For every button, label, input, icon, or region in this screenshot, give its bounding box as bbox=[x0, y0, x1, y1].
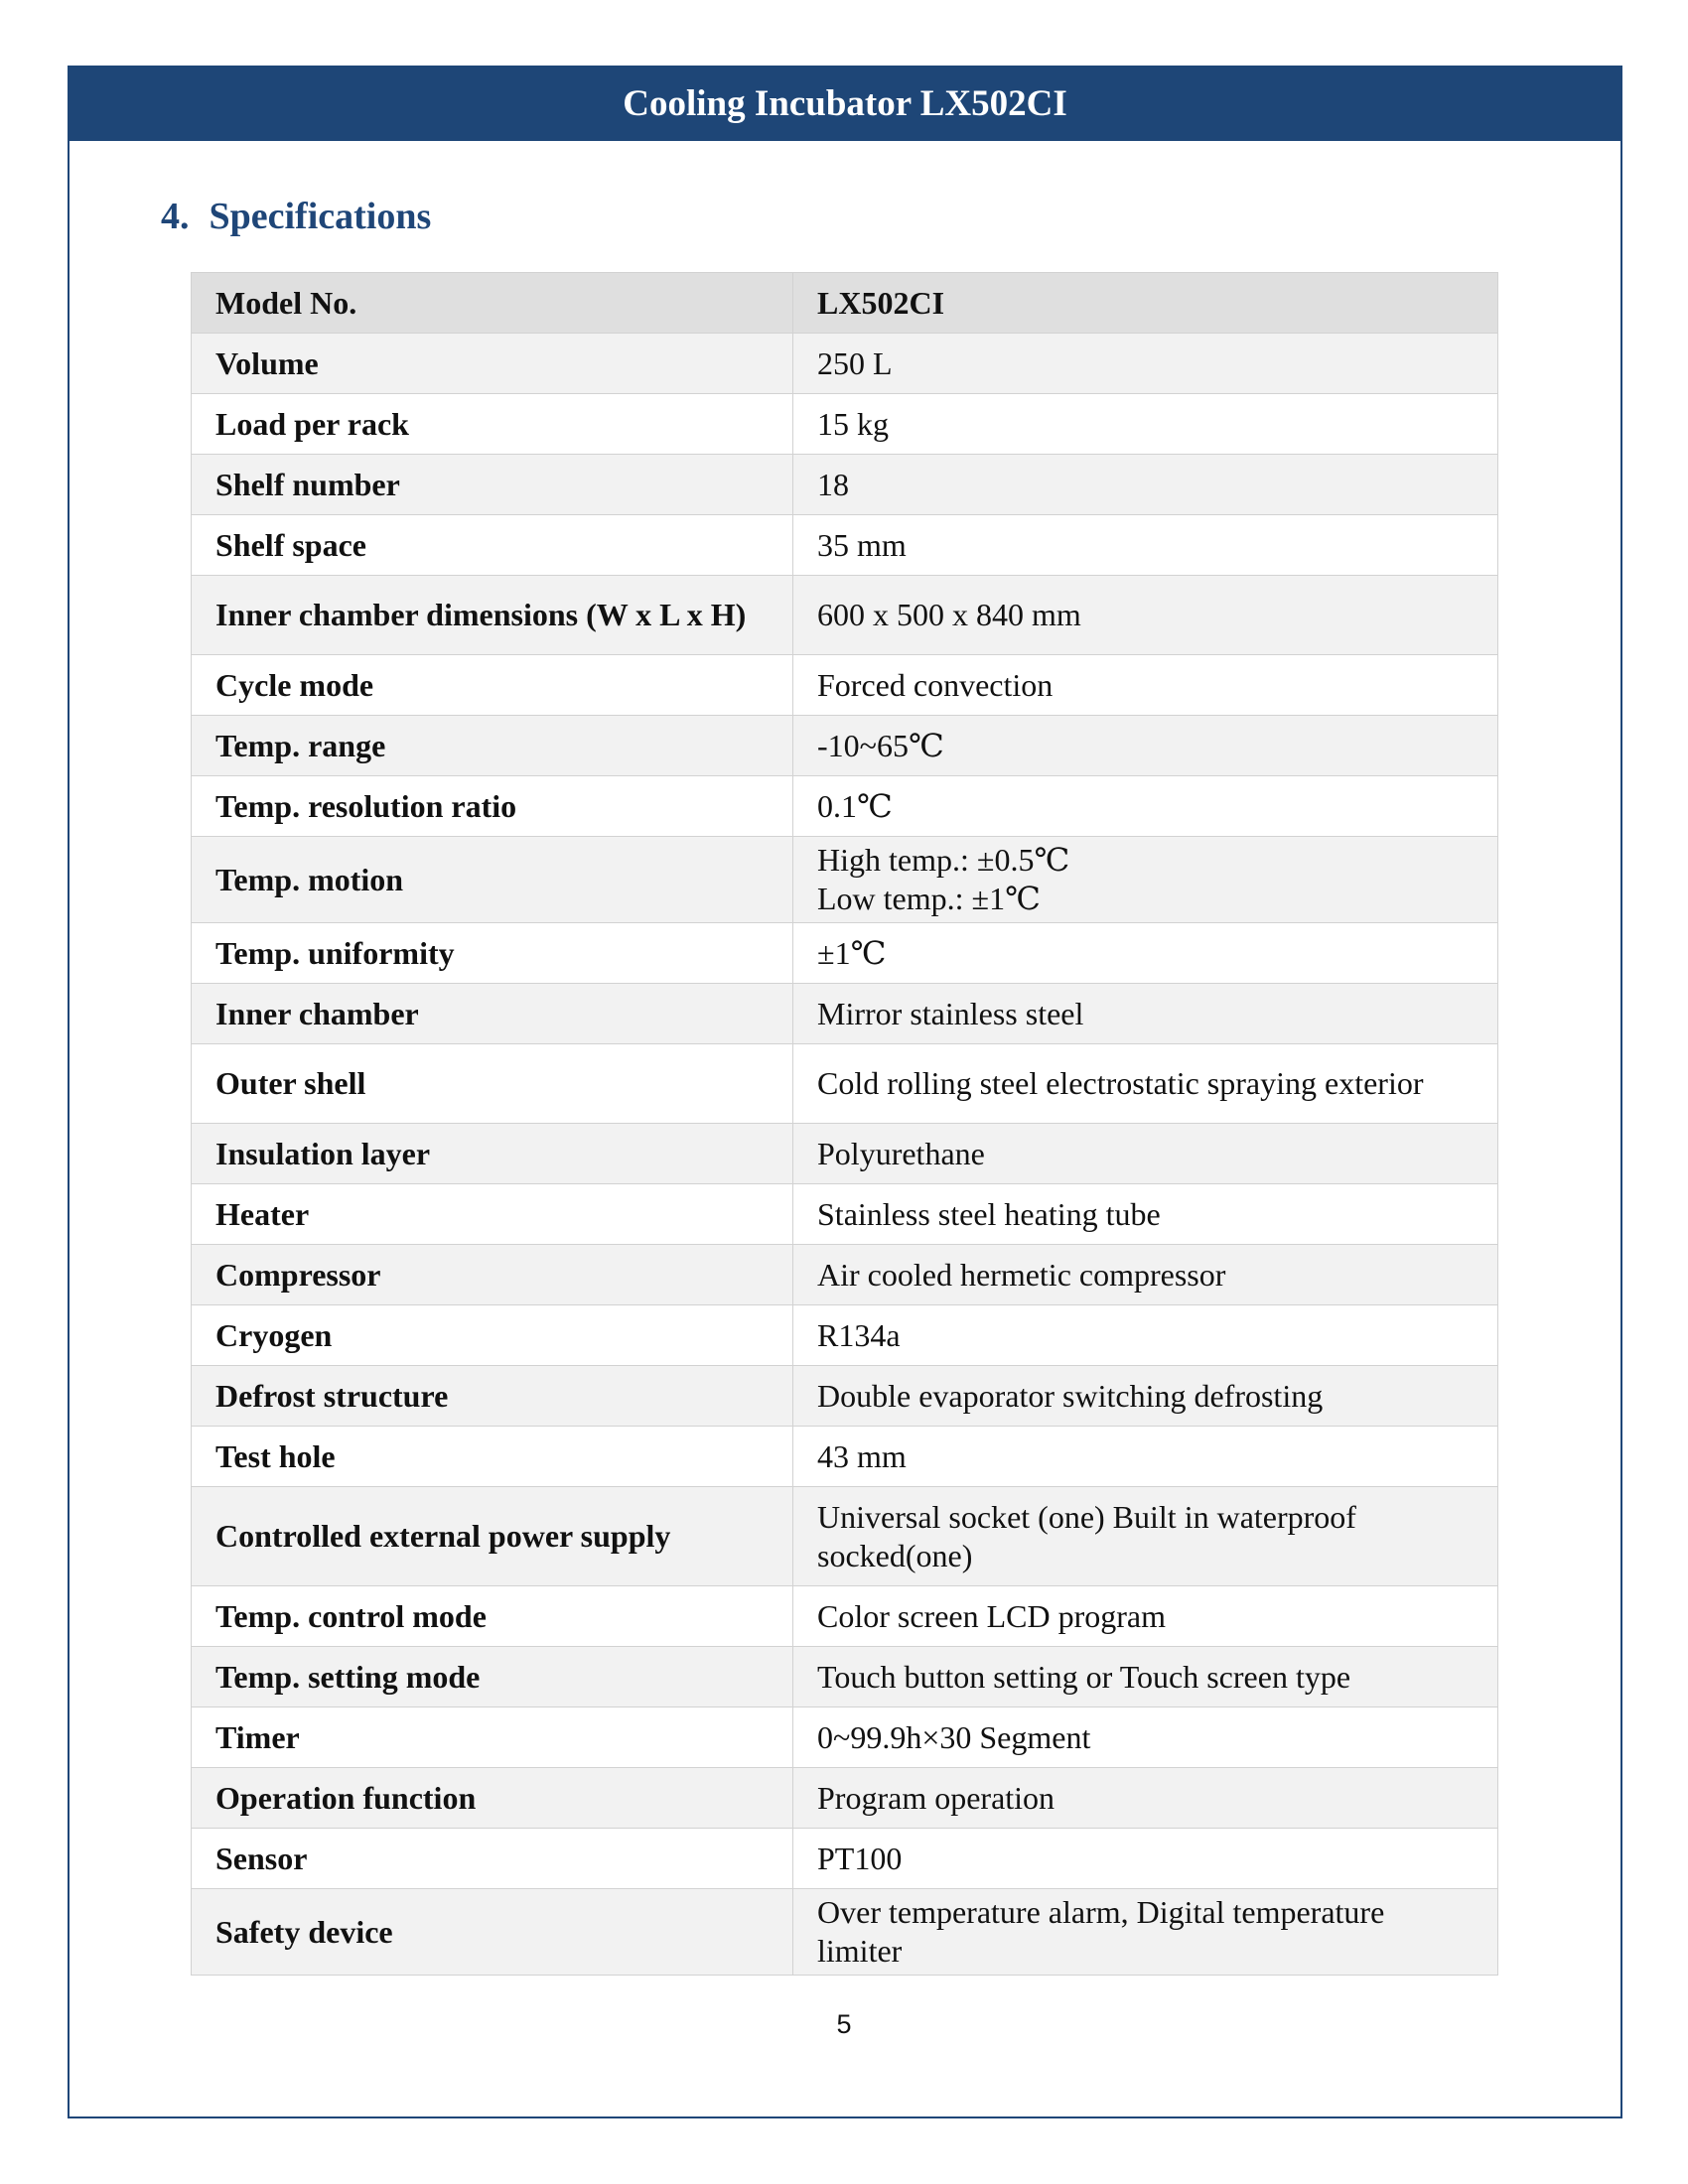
table-row bbox=[192, 1889, 1498, 1976]
spec-value bbox=[793, 776, 1498, 837]
spec-label: Inner chamber dimensions (W x L x H) bbox=[192, 576, 793, 655]
spec-value-line: High temp.: ±0.5℃ bbox=[817, 842, 1070, 878]
table-row bbox=[192, 455, 1498, 515]
table-row bbox=[192, 923, 1498, 984]
spec-value-line: Polyurethane bbox=[817, 1135, 985, 1171]
spec-value-line: Cold rolling steel electrostatic spraying exterior bbox=[817, 1065, 1424, 1101]
section-heading bbox=[161, 195, 431, 238]
spec-label: Volume bbox=[192, 334, 793, 394]
spec-value bbox=[793, 334, 1498, 394]
table-row bbox=[192, 394, 1498, 455]
spec-value-line: Over temperature alarm, Digital temperature limiter bbox=[817, 1894, 1385, 1969]
spec-value-line: 250 L bbox=[817, 344, 893, 381]
table-header-row bbox=[192, 273, 1498, 334]
spec-label: Timer bbox=[192, 1707, 793, 1768]
spec-label: Compressor bbox=[192, 1245, 793, 1305]
page-number: 5 bbox=[836, 2009, 852, 2039]
spec-label: Temp. range bbox=[192, 716, 793, 776]
spec-value bbox=[793, 576, 1498, 655]
table-row bbox=[192, 1487, 1498, 1586]
spec-value bbox=[793, 1586, 1498, 1647]
spec-value bbox=[793, 1184, 1498, 1245]
spec-label: Safety device bbox=[192, 1889, 793, 1976]
spec-label: Temp. resolution ratio bbox=[192, 776, 793, 837]
spec-label: Shelf number bbox=[192, 455, 793, 515]
spec-value bbox=[793, 1427, 1498, 1487]
table-row bbox=[192, 1305, 1498, 1366]
spec-value-line: ±1℃ bbox=[817, 934, 887, 971]
document-title: Cooling Incubator LX502CI bbox=[623, 82, 1067, 124]
spec-value bbox=[793, 984, 1498, 1044]
spec-value-line: Program operation bbox=[817, 1779, 1055, 1816]
table-row bbox=[192, 1427, 1498, 1487]
spec-value-line: Low temp.: ±1℃ bbox=[817, 881, 1041, 916]
table-row bbox=[192, 576, 1498, 655]
spec-value-line: 35 mm bbox=[817, 526, 907, 563]
spec-value bbox=[793, 716, 1498, 776]
header-bar bbox=[68, 66, 1622, 141]
spec-label: Temp. setting mode bbox=[192, 1647, 793, 1707]
spec-value-line: Mirror stainless steel bbox=[817, 995, 1084, 1031]
spec-value-line: Air cooled hermetic compressor bbox=[817, 1256, 1226, 1293]
spec-value bbox=[793, 1366, 1498, 1427]
spec-value bbox=[793, 1124, 1498, 1184]
table-row bbox=[192, 716, 1498, 776]
spec-value bbox=[793, 1707, 1498, 1768]
spec-value bbox=[793, 1647, 1498, 1707]
spec-label: Temp. motion bbox=[192, 837, 793, 923]
spec-label: Defrost structure bbox=[192, 1366, 793, 1427]
table-row bbox=[192, 334, 1498, 394]
spec-value-line: Double evaporator switching defrosting bbox=[817, 1377, 1324, 1414]
spec-value-line: PT100 bbox=[817, 1840, 903, 1876]
table-row bbox=[192, 1124, 1498, 1184]
spec-value-line: Forced convection bbox=[817, 666, 1054, 703]
spec-value bbox=[793, 515, 1498, 576]
spec-label: Sensor bbox=[192, 1829, 793, 1889]
spec-value bbox=[793, 655, 1498, 716]
spec-value-line: 0.1℃ bbox=[817, 787, 893, 824]
spec-value-line: Color screen LCD program bbox=[817, 1597, 1167, 1634]
table-row bbox=[192, 776, 1498, 837]
specifications-table bbox=[191, 272, 1498, 1976]
spec-label: Temp. control mode bbox=[192, 1586, 793, 1647]
table-row bbox=[192, 1184, 1498, 1245]
table-row bbox=[192, 984, 1498, 1044]
spec-value-line: R134a bbox=[817, 1316, 901, 1353]
spec-label: Controlled external power supply bbox=[192, 1487, 793, 1586]
spec-value bbox=[793, 837, 1498, 923]
spec-value bbox=[793, 1305, 1498, 1366]
spec-value-line: Stainless steel heating tube bbox=[817, 1195, 1161, 1232]
spec-label: Insulation layer bbox=[192, 1124, 793, 1184]
spec-value: LX502CI bbox=[793, 273, 1498, 334]
table-row bbox=[192, 655, 1498, 716]
spec-value-line: 15 kg bbox=[817, 405, 889, 442]
spec-label: Heater bbox=[192, 1184, 793, 1245]
spec-label: Test hole bbox=[192, 1427, 793, 1487]
table-row bbox=[192, 1829, 1498, 1889]
spec-value-line: -10~65℃ bbox=[817, 727, 944, 763]
spec-label: Cryogen bbox=[192, 1305, 793, 1366]
spec-value bbox=[793, 1889, 1498, 1976]
spec-value-line: 43 mm bbox=[817, 1437, 907, 1474]
spec-label: Load per rack bbox=[192, 394, 793, 455]
table-row bbox=[192, 515, 1498, 576]
section-number: 4. bbox=[161, 196, 190, 237]
spec-value bbox=[793, 1044, 1498, 1124]
spec-value bbox=[793, 1245, 1498, 1305]
spec-value bbox=[793, 1487, 1498, 1586]
table-row bbox=[192, 1044, 1498, 1124]
table-row bbox=[192, 1245, 1498, 1305]
section-title: Specifications bbox=[209, 196, 432, 237]
table-row bbox=[192, 1707, 1498, 1768]
spec-label: Outer shell bbox=[192, 1044, 793, 1124]
spec-value bbox=[793, 455, 1498, 515]
table-row bbox=[192, 1768, 1498, 1829]
specifications-table-body bbox=[192, 273, 1498, 1976]
spec-label: Cycle mode bbox=[192, 655, 793, 716]
spec-value bbox=[793, 923, 1498, 984]
table-row bbox=[192, 837, 1498, 923]
spec-label: Shelf space bbox=[192, 515, 793, 576]
table-row bbox=[192, 1586, 1498, 1647]
spec-label: Inner chamber bbox=[192, 984, 793, 1044]
spec-value bbox=[793, 1829, 1498, 1889]
spec-value-line: 600 x 500 x 840 mm bbox=[817, 597, 1081, 632]
spec-value-line: Universal socket (one) Built in waterproof socked(one) bbox=[817, 1498, 1356, 1573]
spec-value-line: 18 bbox=[817, 466, 849, 502]
table-row bbox=[192, 1647, 1498, 1707]
spec-value-line: Touch button setting or Touch screen type bbox=[817, 1658, 1351, 1695]
spec-label: Operation function bbox=[192, 1768, 793, 1829]
spec-value bbox=[793, 394, 1498, 455]
spec-value bbox=[793, 1768, 1498, 1829]
spec-value-line: 0~99.9h×30 Segment bbox=[817, 1718, 1091, 1755]
spec-label: Temp. uniformity bbox=[192, 923, 793, 984]
spec-label: Model No. bbox=[192, 273, 793, 334]
table-row bbox=[192, 1366, 1498, 1427]
